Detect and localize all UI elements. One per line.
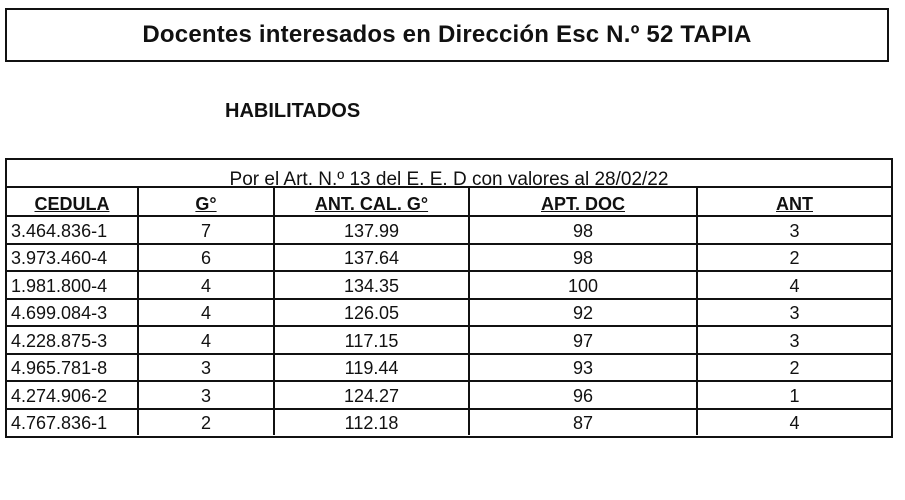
cell-grado: 3 xyxy=(139,355,275,381)
cell-apt-doc: 100 xyxy=(470,272,698,298)
cell-ant: 3 xyxy=(789,220,800,241)
cell-apt-doc: 87 xyxy=(470,410,698,436)
header-cedula: CEDULA xyxy=(7,188,139,215)
cell-apt-doc: 98 xyxy=(470,245,698,271)
table-row xyxy=(7,353,891,381)
cell-ant: 4 xyxy=(789,275,800,296)
cell-ant: 4 xyxy=(789,413,800,433)
cell-cedula: 4.767.836-1 xyxy=(7,410,139,436)
section-subtitle: HABILITADOS xyxy=(225,100,361,122)
cell-ant-cal-grado: 137.64 xyxy=(275,245,470,271)
cell-grado: 4 xyxy=(139,272,275,298)
table-header-row xyxy=(7,188,891,215)
cell-cedula: 4.699.084-3 xyxy=(7,300,139,326)
candidates-table xyxy=(5,158,893,438)
cell-grado: 6 xyxy=(139,245,275,271)
cell-grado: 4 xyxy=(139,327,275,353)
cell-ant: 2 xyxy=(789,358,800,378)
header-apt-doc: APT. DOC xyxy=(470,188,698,215)
cell-cedula: 3.973.460-4 xyxy=(7,245,139,271)
table-row xyxy=(7,298,891,326)
table-row xyxy=(7,380,891,408)
cell-cedula: 4.274.906-2 xyxy=(7,382,139,408)
cell-apt-doc: 97 xyxy=(470,327,698,353)
cell-apt-doc: 92 xyxy=(470,300,698,326)
cell-ant: 3 xyxy=(789,330,800,351)
cell-ant-cal-grado: 117.15 xyxy=(275,327,470,353)
table-row xyxy=(7,243,891,271)
document-title: Docentes interesados en Dirección Esc N.º 52 TAPIA xyxy=(142,21,752,48)
table-row xyxy=(7,325,891,353)
cell-ant-cal-grado: 112.18 xyxy=(275,410,470,436)
table-row xyxy=(7,270,891,298)
document-title-box xyxy=(5,8,889,62)
table-row xyxy=(7,408,891,436)
header-ant-cal-grado: ANT. CAL. G° xyxy=(275,188,470,215)
cell-ant-cal-grado: 124.27 xyxy=(275,382,470,408)
cell-cedula: 1.981.800-4 xyxy=(7,272,139,298)
cell-ant-cal-grado: 119.44 xyxy=(275,355,470,381)
cell-ant: 3 xyxy=(789,303,800,323)
cell-cedula: 4.228.875-3 xyxy=(7,327,139,353)
cell-grado: 2 xyxy=(139,410,275,436)
cell-apt-doc: 93 xyxy=(470,355,698,381)
table-caption xyxy=(7,160,891,188)
header-ant: ANT xyxy=(776,194,813,214)
cell-ant: 1 xyxy=(789,385,800,406)
header-grado: G° xyxy=(139,188,275,215)
cell-apt-doc: 98 xyxy=(470,217,698,243)
cell-apt-doc: 96 xyxy=(470,382,698,408)
cell-grado: 7 xyxy=(139,217,275,243)
cell-cedula: 3.464.836-1 xyxy=(7,217,139,243)
cell-ant-cal-grado: 126.05 xyxy=(275,300,470,326)
cell-ant: 2 xyxy=(789,248,800,268)
cell-cedula: 4.965.781-8 xyxy=(7,355,139,381)
cell-ant-cal-grado: 137.99 xyxy=(275,217,470,243)
cell-grado: 3 xyxy=(139,382,275,408)
cell-grado: 4 xyxy=(139,300,275,326)
cell-ant-cal-grado: 134.35 xyxy=(275,272,470,298)
table-row xyxy=(7,215,891,243)
table-caption-text: Por el Art. N.º 13 del E. E. D con valores al 28/02/22 xyxy=(229,169,669,188)
